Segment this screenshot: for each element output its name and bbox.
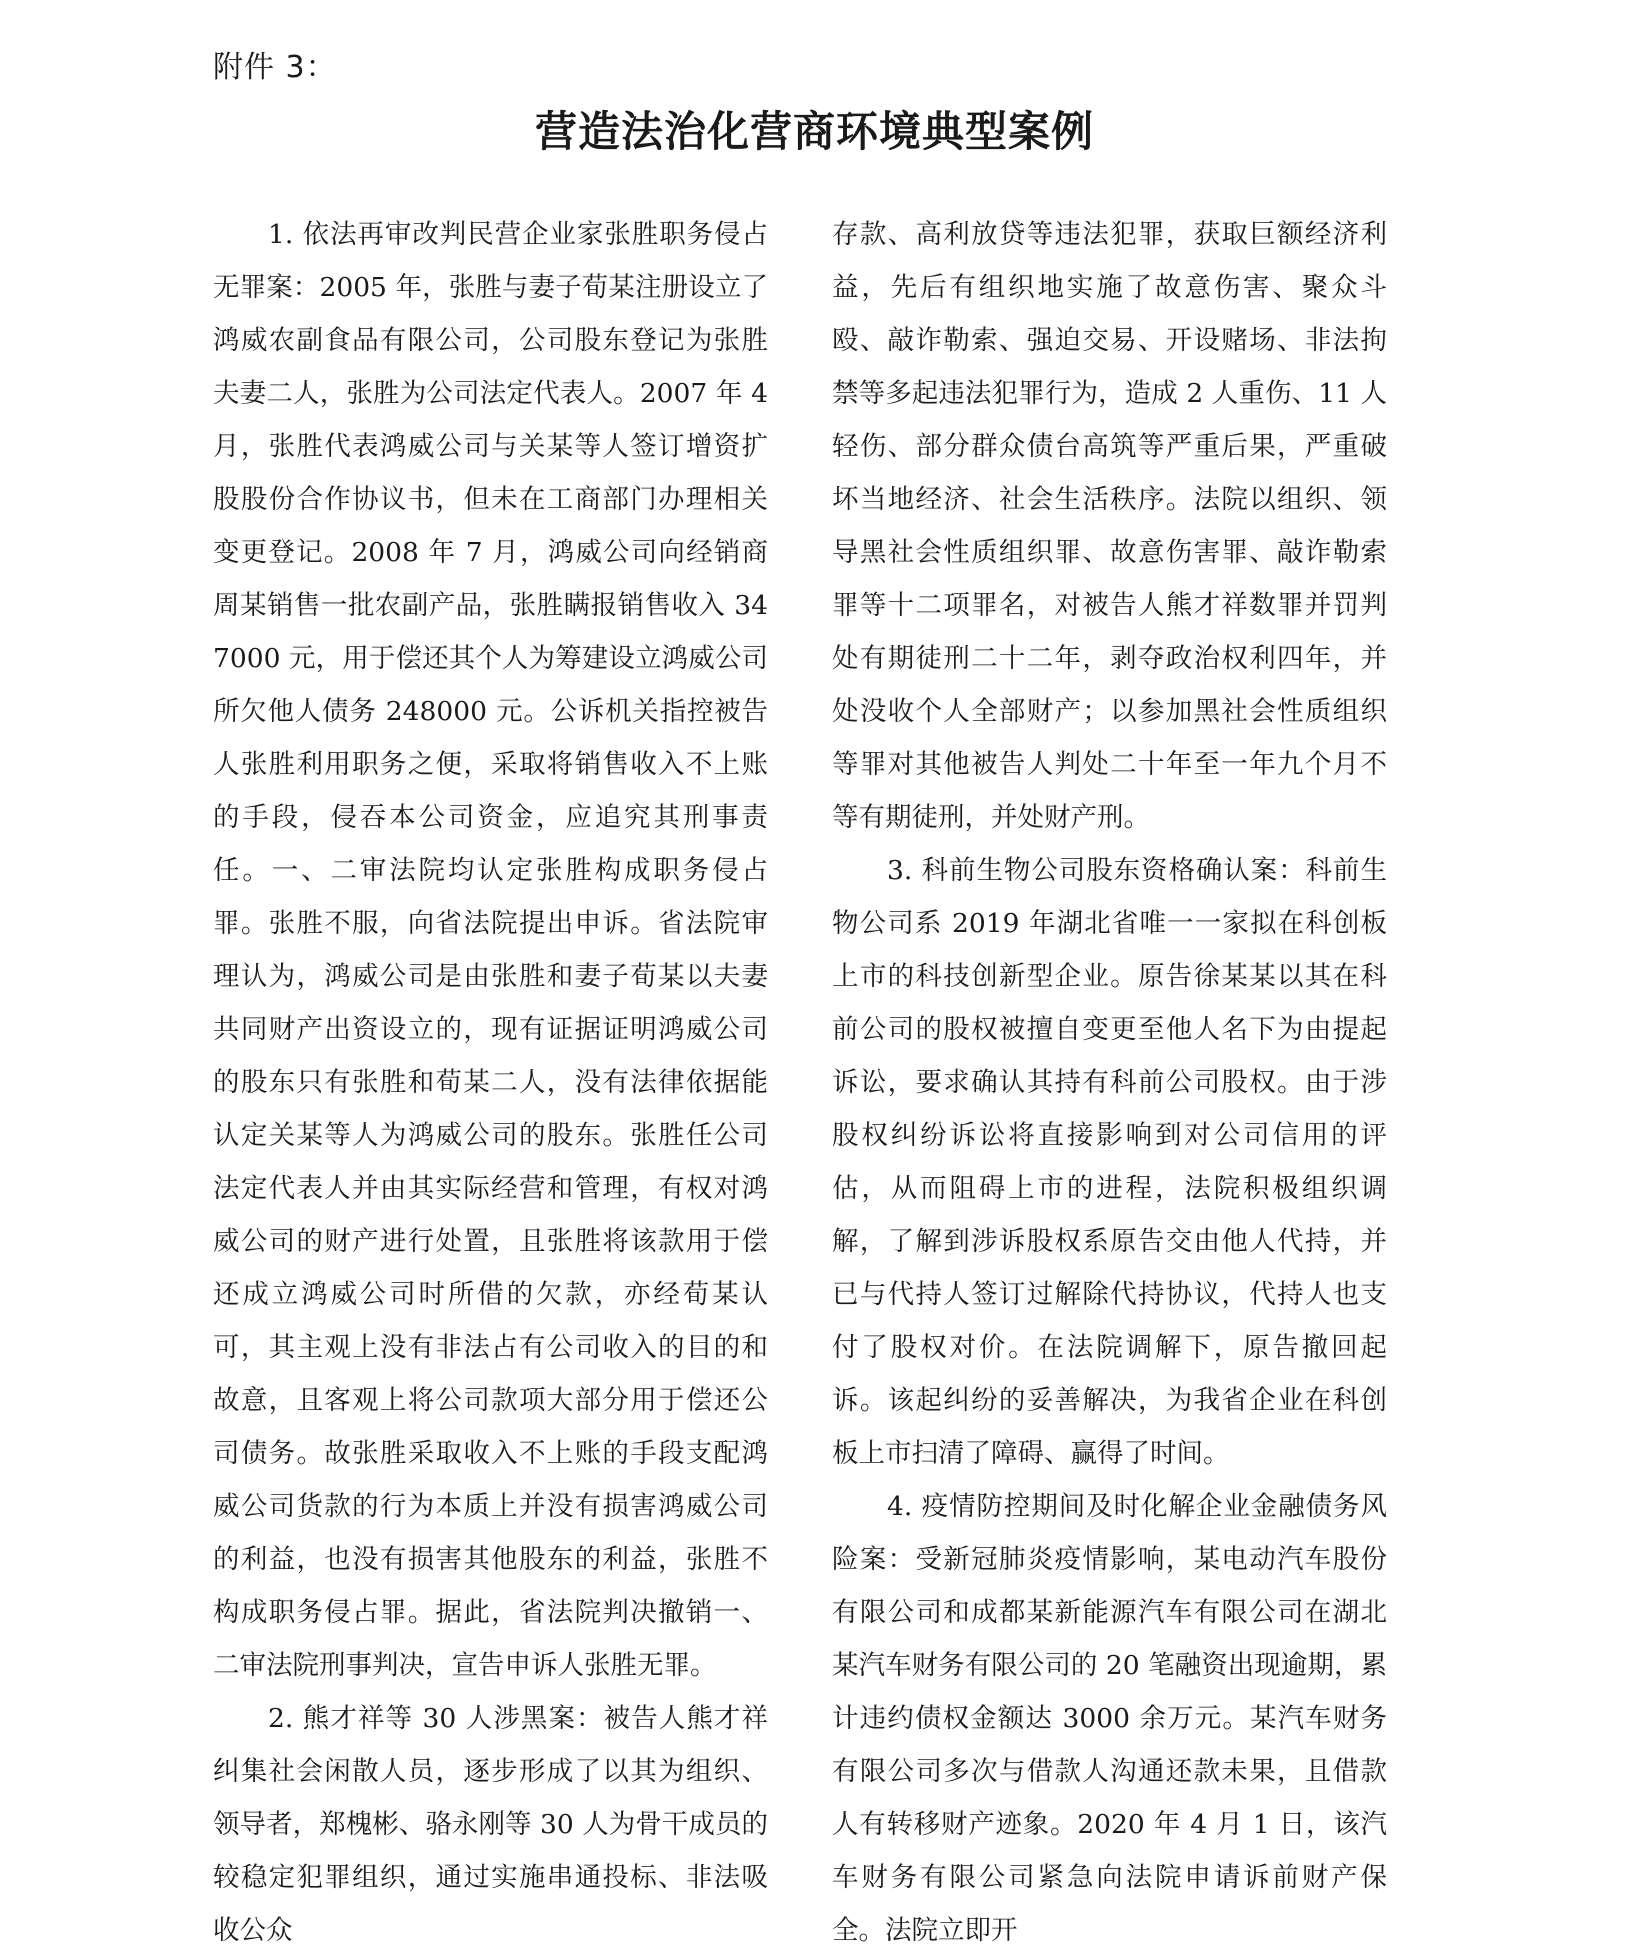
case-paragraph-continued: 存款、高利放贷等违法犯罪，获取巨额经济利益，先后有组织地实施了故意伤害、聚众斗殴、敲诈勒索、强迫交易、开设赌场、非法拘禁等多起违法犯罪行为，造成 2 人重伤、11 人轻伤、部分群众债台高筑等严重后果，严重破坏当地经济、社会生活秩序。法院以组织、领导黑社会性质组织罪、故意伤害罪、敲诈勒索罪等十二项罪名，对被告人熊才祥数罪并罚判处有期徒刑二十二年，剥夺政治权利四年，并处没收个人全部财产；以参加黑社会性质组织等罪对其他被告人判处二十年至一年九个月不等有期徒刑，并处财产刑。 <box>832 219 1387 833</box>
case-paragraph: 2. 熊才祥等 30 人涉黑案：被告人熊才祥纠集社会闲散人员，逐步形成了以其为组织、领导者，郑槐彬、骆永刚等 30 人为骨干成员的较稳定犯罪组织，通过实施串通投标、非法吸收公众 <box>213 1703 768 1946</box>
document-title: 营造法治化营商环境典型案例 <box>534 107 1094 156</box>
left-text-column <box>213 208 768 1946</box>
right-text-column <box>832 208 1387 1946</box>
case-paragraph: 3. 科前生物公司股东资格确认案：科前生物公司系 2019 年湖北省唯一一家拟在科创板上市的科技创新型企业。原告徐某某以其在科前公司的股权被擅自变更至他人名下为由提起诉讼，要求确认其持有科前公司股权。由于涉股权纠纷诉讼将直接影响到对公司信用的评估，从而阻碍上市的进程，法院积极组织调解，了解到涉诉股权系原告交由他人代持，并已与代持人签订过解除代持协议，代持人也支付了股权对价。在法院调解下，原告撤回起诉。该起纠纷的妥善解决，为我省企业在科创板上市扫清了障碍、赢得了时间。 <box>832 855 1387 1469</box>
case-paragraph: 4. 疫情防控期间及时化解企业金融债务风险案：受新冠肺炎疫情影响，某电动汽车股份有限公司和成都某新能源汽车有限公司在湖北某汽车财务有限公司的 20 笔融资出现逾期，累计违约债权金额达 3000 余万元。某汽车财务有限公司多次与借款人沟通还款未果，且借款人有转移财产迹象。2020 年 4 月 1 日，该汽车财务有限公司紧急向法院申请诉前财产保全。法院立即开 <box>832 1491 1387 1946</box>
attachment-label: 附件 3： <box>213 50 337 85</box>
case-paragraph: 1. 依法再审改判民营企业家张胜职务侵占无罪案：2005 年，张胜与妻子荀某注册设立了鸿威农副食品有限公司，公司股东登记为张胜夫妻二人，张胜为公司法定代表人。2007 年 4 月，张胜代表鸿威公司与关某等人签订增资扩股股份合作协议书，但未在工商部门办理相关变更登记。2008 年 7 月，鸿威公司向经销商周某销售一批农副产品，张胜瞒报销售收入 347000 元，用于偿还其个人为筹建设立鸿威公司所欠他人债务 248000 元。公诉机关指控被告人张胜利用职务之便，采取将销售收入不上账的手段，侵吞本公司资金，应追究其刑事责任。一、二审法院均认定张胜构成职务侵占罪。张胜不服，向省法院提出申诉。省法院审理认为，鸿威公司是由张胜和妻子荀某以夫妻共同财产出资设立的，现有证据证明鸿威公司的股东只有张胜和荀某二人，没有法律依据能认定关某等人为鸿威公司的股东。张胜任公司法定代表人并由其实际经营和管理，有权对鸿威公司的财产进行处置，且张胜将该款用于偿还成立鸿威公司时所借的欠款，亦经荀某认可，其主观上没有非法占有公司收入的目的和故意，且客观上将公司款项大部分用于偿还公司债务。故张胜采取收入不上账的手段支配鸿威公司货款的行为本质上并没有损害鸿威公司的利益，也没有损害其他股东的利益，张胜不构成职务侵占罪。据此，省法院判决撤销一、二审法院刑事判决，宣告申诉人张胜无罪。 <box>213 219 768 1681</box>
